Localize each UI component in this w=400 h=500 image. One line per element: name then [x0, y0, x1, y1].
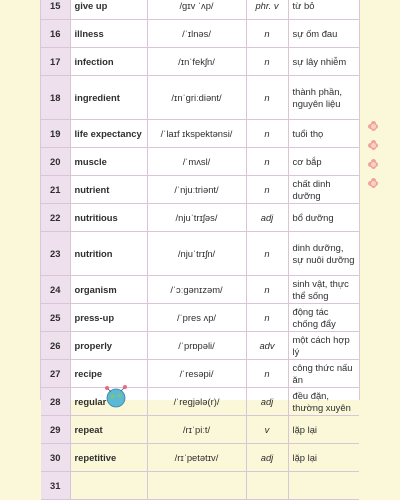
word-cell: nutrition — [70, 232, 147, 276]
word-cell: ingredient — [70, 76, 147, 120]
table-row — [41, 388, 359, 416]
part-of-speech-cell: adv — [246, 332, 288, 360]
pronunciation-cell: /njuˈtrɪʃəs/ — [147, 204, 246, 232]
pronunciation-cell: /ˈlaɪf ɪkspektənsi/ — [147, 120, 246, 148]
word-cell: regular — [70, 388, 147, 416]
number-cell: 22 — [41, 204, 70, 232]
pronunciation-cell: /ˈmʌsl/ — [147, 148, 246, 176]
number-cell: 29 — [41, 416, 70, 444]
pronunciation-cell: /ˈɪlnəs/ — [147, 20, 246, 48]
word-cell: press-up — [70, 304, 147, 332]
number-cell: 19 — [41, 120, 70, 148]
meaning-cell: từ bỏ — [288, 0, 359, 20]
pronunciation-cell: /ˈpres ʌp/ — [147, 304, 246, 332]
number-cell: 17 — [41, 48, 70, 76]
number-cell: 26 — [41, 332, 70, 360]
part-of-speech-cell: n — [246, 360, 288, 388]
part-of-speech-cell: n — [246, 20, 288, 48]
earth-globe-mascot-icon — [103, 384, 129, 404]
meaning-cell: dinh dưỡng, sự nuôi dưỡng — [288, 232, 359, 276]
word-cell: properly — [70, 332, 147, 360]
part-of-speech-cell: n — [246, 76, 288, 120]
part-of-speech-cell: n — [246, 148, 288, 176]
meaning-cell: sinh vật, thực thể sống — [288, 276, 359, 304]
table-row — [41, 0, 359, 20]
number-cell: 31 — [41, 472, 70, 500]
vocabulary-sheet — [40, 0, 360, 491]
table-row — [41, 232, 359, 276]
number-cell: 24 — [41, 276, 70, 304]
pronunciation-cell: /ɪnˈgriːdiənt/ — [147, 76, 246, 120]
table-row — [41, 332, 359, 360]
meaning-cell — [288, 472, 359, 500]
pronunciation-cell: /njuˈtrɪʃn/ — [147, 232, 246, 276]
part-of-speech-cell: v — [246, 416, 288, 444]
table-row — [41, 204, 359, 232]
word-cell: organism — [70, 276, 147, 304]
part-of-speech-cell: n — [246, 120, 288, 148]
meaning-cell: lặp lại — [288, 416, 359, 444]
word-cell: give up — [70, 0, 147, 20]
meaning-cell: một cách hợp lý — [288, 332, 359, 360]
table-row — [41, 176, 359, 204]
number-cell: 21 — [41, 176, 70, 204]
number-cell: 23 — [41, 232, 70, 276]
word-cell: repeat — [70, 416, 147, 444]
pronunciation-cell: /ɪnˈfekʃn/ — [147, 48, 246, 76]
part-of-speech-cell: phr. v — [246, 0, 288, 20]
table-row — [41, 444, 359, 472]
word-cell — [70, 472, 147, 500]
table-row — [41, 48, 359, 76]
table-row — [41, 76, 359, 120]
table-row — [41, 360, 359, 388]
table-row — [41, 304, 359, 332]
part-of-speech-cell: adj — [246, 204, 288, 232]
number-cell: 27 — [41, 360, 70, 388]
table-row — [41, 120, 359, 148]
table-row — [41, 148, 359, 176]
part-of-speech-cell — [246, 472, 288, 500]
part-of-speech-cell: n — [246, 48, 288, 76]
pronunciation-cell: /ˈprɒpəli/ — [147, 332, 246, 360]
word-cell: recipe — [70, 360, 147, 388]
number-cell: 18 — [41, 76, 70, 120]
flower-icon — [368, 121, 378, 131]
part-of-speech-cell: n — [246, 176, 288, 204]
meaning-cell: công thức nấu ăn — [288, 360, 359, 388]
number-cell: 28 — [41, 388, 70, 416]
part-of-speech-cell: adj — [246, 388, 288, 416]
vocabulary-table-body — [41, 0, 359, 500]
number-cell: 15 — [41, 0, 70, 20]
pronunciation-cell: /rɪˈpiːt/ — [147, 416, 246, 444]
number-cell: 20 — [41, 148, 70, 176]
pronunciation-cell: /gɪv ˈʌp/ — [147, 0, 246, 20]
flower-icon — [368, 178, 378, 188]
vocabulary-table — [41, 0, 359, 500]
meaning-cell: đều đặn, thường xuyên — [288, 388, 359, 416]
word-cell: life expectancy — [70, 120, 147, 148]
table-row — [41, 416, 359, 444]
meaning-cell: sự lây nhiễm — [288, 48, 359, 76]
pronunciation-cell: /ˈɔːgənɪzəm/ — [147, 276, 246, 304]
word-cell: muscle — [70, 148, 147, 176]
meaning-cell: lặp lại — [288, 444, 359, 472]
word-cell: repetitive — [70, 444, 147, 472]
word-cell: nutritious — [70, 204, 147, 232]
table-row — [41, 276, 359, 304]
flower-icon — [368, 140, 378, 150]
pronunciation-cell — [147, 472, 246, 500]
meaning-cell: tuổi thọ — [288, 120, 359, 148]
word-cell: illness — [70, 20, 147, 48]
pronunciation-cell: /ˈresəpi/ — [147, 360, 246, 388]
part-of-speech-cell: adj — [246, 444, 288, 472]
flower-icon — [368, 159, 378, 169]
word-cell: infection — [70, 48, 147, 76]
pronunciation-cell: /ˈregjələ(r)/ — [147, 388, 246, 416]
part-of-speech-cell: n — [246, 304, 288, 332]
word-cell: nutrient — [70, 176, 147, 204]
table-row — [41, 472, 359, 500]
meaning-cell: thành phần, nguyên liệu — [288, 76, 359, 120]
meaning-cell: động tác chống đẩy — [288, 304, 359, 332]
meaning-cell: bổ dưỡng — [288, 204, 359, 232]
pronunciation-cell: /rɪˈpetətɪv/ — [147, 444, 246, 472]
number-cell: 25 — [41, 304, 70, 332]
number-cell: 30 — [41, 444, 70, 472]
part-of-speech-cell: n — [246, 276, 288, 304]
number-cell: 16 — [41, 20, 70, 48]
meaning-cell: chất dinh dưỡng — [288, 176, 359, 204]
table-row — [41, 20, 359, 48]
pronunciation-cell: /ˈnjuːtriənt/ — [147, 176, 246, 204]
part-of-speech-cell: n — [246, 232, 288, 276]
meaning-cell: cơ bắp — [288, 148, 359, 176]
meaning-cell: sự ốm đau — [288, 20, 359, 48]
